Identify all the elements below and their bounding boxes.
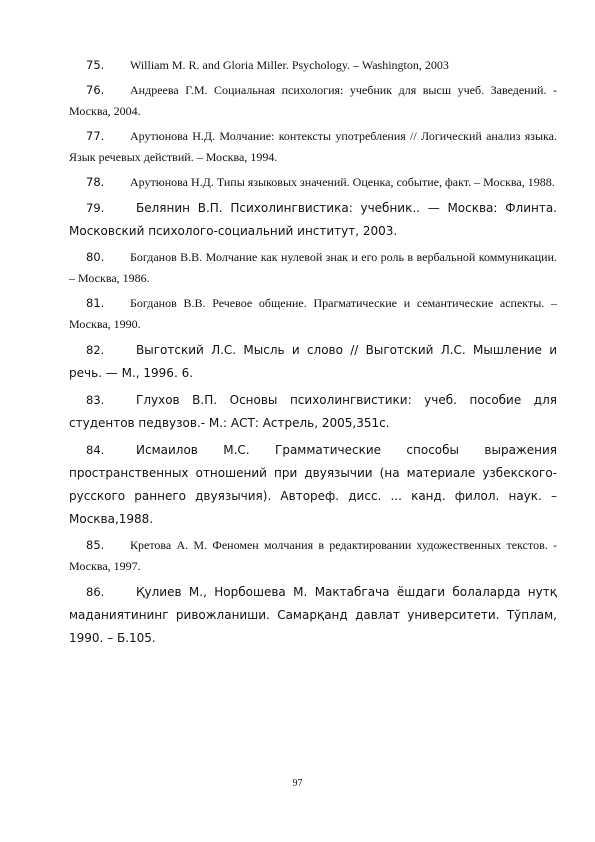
reference-text: Арутюнова Н.Д. Молчание: контексты употребления // Логический анализ языка. Язык речевых действий. – Москва, 1994. bbox=[69, 129, 557, 164]
reference-number: 77. bbox=[86, 129, 105, 143]
reference-item bbox=[69, 389, 557, 435]
reference-text: Богданов В.В. Речевое общение. Прагматические и семантические аспекты. – Москва, 1990. bbox=[69, 296, 557, 331]
reference-item bbox=[69, 197, 557, 243]
reference-item bbox=[69, 172, 557, 193]
reference-item bbox=[69, 293, 557, 335]
reference-list bbox=[69, 55, 557, 654]
reference-number: 76. bbox=[86, 83, 105, 97]
reference-item bbox=[69, 439, 557, 531]
page-number: 97 bbox=[292, 778, 303, 789]
reference-text: Қулиев М., Норбошева М. Мактабгача ёшдаги болаларда нутқ маданиятининг ривожланиши. Самарқанд давлат университети. Тўплам, 1990. – Б.105. bbox=[69, 585, 557, 645]
reference-item bbox=[69, 126, 557, 168]
reference-item bbox=[69, 80, 557, 122]
reference-text: Глухов В.П. Основы психолингвистики: учеб. пособие для студентов педвузов.- М.: АСТ: Астрель, 2005,351с. bbox=[69, 393, 557, 430]
reference-text: Андреева Г.М. Социальная психология: учебник для высш учеб. Заведений. - Москва, 2004. bbox=[69, 83, 557, 118]
reference-text: Исмаилов М.С. Грамматические способы выражения пространственных отношений при двуязычии (на материале узбекского-русского раннего двуязычия). Автореф. дисс. ... канд. филол. наук. – Москва,1988. bbox=[69, 443, 557, 526]
reference-number: 79. bbox=[86, 201, 105, 215]
reference-number: 83. bbox=[86, 393, 105, 407]
reference-text: Выготский Л.С. Мысль и слово // Выготский Л.С. Мышление и речь. — М., 1996. 6. bbox=[69, 343, 557, 380]
reference-item bbox=[69, 339, 557, 385]
reference-text: Кретова А. М. Феномен молчания в редактировании художественных текстов. - Москва, 1997. bbox=[69, 538, 557, 573]
reference-item bbox=[69, 247, 557, 289]
reference-text: Богданов В.В. Молчание как нулевой знак и его роль в вербальной коммуникации. – Москва, 1986. bbox=[69, 250, 557, 285]
reference-text: Арутюнова Н.Д. Типы языковых значений. Оценка, событие, факт. – Москва, 1988. bbox=[130, 175, 555, 189]
reference-number: 84. bbox=[86, 443, 105, 457]
reference-number: 82. bbox=[86, 343, 105, 357]
reference-text: William M. R. and Gloria Miller. Psychology. – Washington, 2003 bbox=[130, 58, 449, 72]
reference-number: 78. bbox=[86, 175, 105, 189]
reference-item bbox=[69, 581, 557, 650]
reference-item bbox=[69, 55, 557, 76]
reference-number: 80. bbox=[86, 250, 105, 264]
reference-number: 75. bbox=[86, 58, 105, 72]
reference-text: Белянин В.П. Психолингвистика: учебник.. — Москва: Флинта. Московский психолого-социальний институт, 2003. bbox=[69, 201, 557, 238]
reference-item bbox=[69, 535, 557, 577]
reference-number: 81. bbox=[86, 296, 105, 310]
reference-number: 85. bbox=[86, 538, 105, 552]
reference-number: 86. bbox=[86, 585, 105, 599]
